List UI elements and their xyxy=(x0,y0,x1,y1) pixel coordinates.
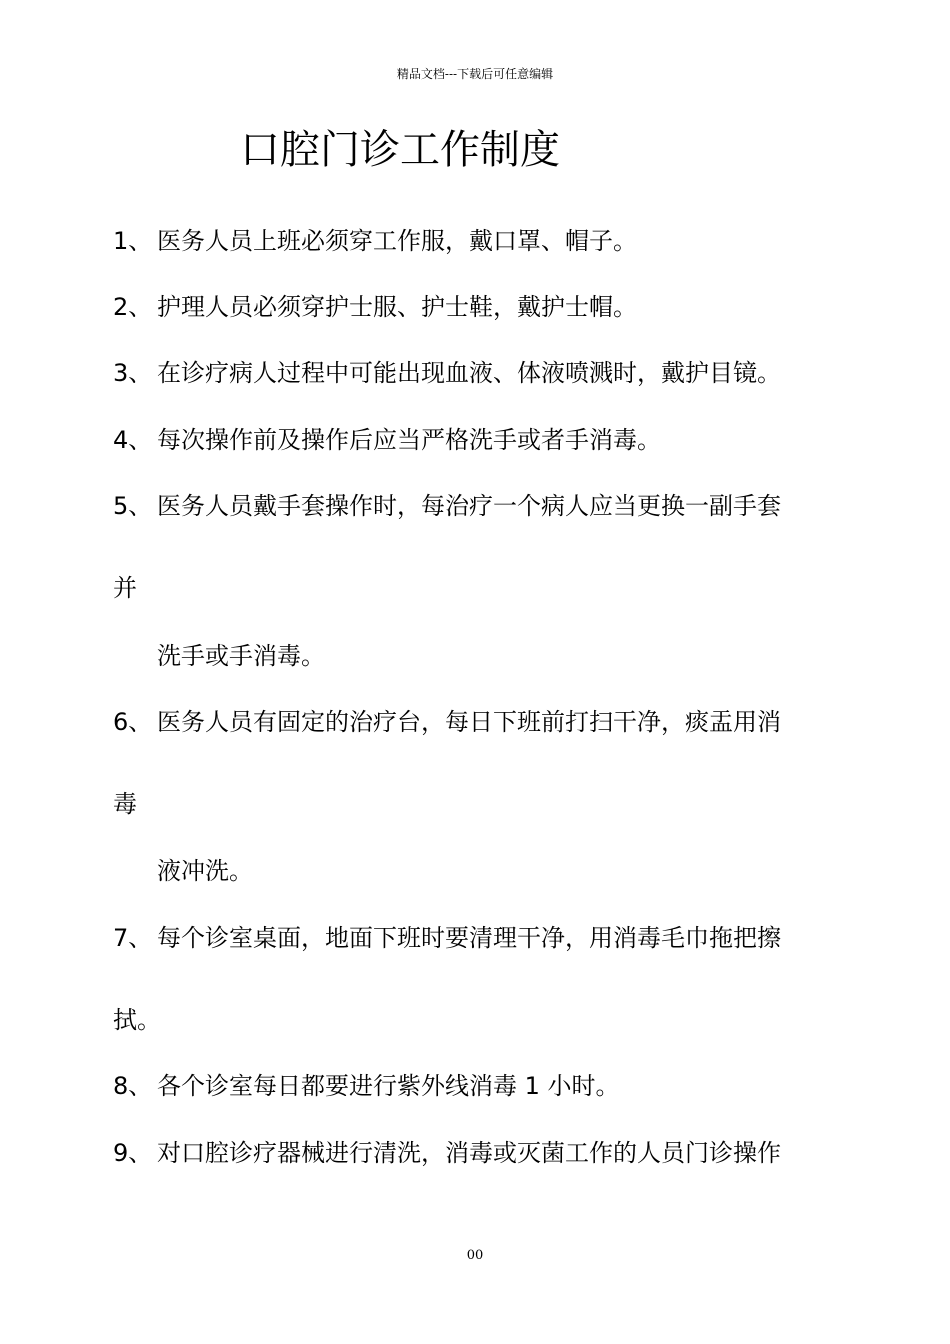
rule-text: 在诊疗病人过程中可能出现血液、体液喷溅时，戴护目镜。 xyxy=(157,359,781,387)
rule-6-wrap: 毒 xyxy=(113,790,137,818)
rule-7 xyxy=(113,923,781,953)
rule-5-continuation: 洗手或手消毒。 xyxy=(157,642,325,670)
rule-number: 7、 xyxy=(113,924,153,952)
rule-number: 1、 xyxy=(113,227,153,255)
rule-8 xyxy=(113,1071,620,1101)
rule-number: 9、 xyxy=(113,1139,153,1167)
rule-7-wrap: 拭。 xyxy=(113,1006,161,1034)
rule-1 xyxy=(113,226,637,256)
rule-text: 医务人员戴手套操作时，每治疗一个病人应当更换一副手套 xyxy=(157,492,781,520)
rule-number: 6、 xyxy=(113,708,153,736)
rule-6-continuation: 液冲洗。 xyxy=(157,857,253,885)
rule-number: 8、 xyxy=(113,1072,153,1100)
rule-6 xyxy=(113,707,781,737)
rule-5 xyxy=(113,491,781,521)
rule-number: 5、 xyxy=(113,492,153,520)
rule-4 xyxy=(113,425,661,455)
rule-2 xyxy=(113,292,637,322)
rule-5-wrap: 并 xyxy=(113,574,137,602)
rule-text: 每次操作前及操作后应当严格洗手或者手消毒。 xyxy=(157,426,661,454)
rule-number: 3、 xyxy=(113,359,153,387)
rule-9 xyxy=(113,1138,781,1168)
rule-text: 护理人员必须穿护士服、护士鞋，戴护士帽。 xyxy=(157,293,637,321)
rule-3 xyxy=(113,358,781,388)
page-number: 00 xyxy=(466,1248,484,1263)
rule-text: 医务人员上班必须穿工作服，戴口罩、帽子。 xyxy=(157,227,637,255)
rule-text: 每个诊室桌面，地面下班时要清理干净，用消毒毛巾拖把擦 xyxy=(157,924,781,952)
rule-number: 4、 xyxy=(113,426,153,454)
rule-text: 医务人员有固定的治疗台，每日下班前打扫干净，痰盂用消 xyxy=(157,708,781,736)
rule-text: 各个诊室每日都要进行紫外线消毒 1 小时。 xyxy=(157,1072,620,1100)
rule-text: 对口腔诊疗器械进行清洗，消毒或灭菌工作的人员门诊操作 xyxy=(157,1139,781,1167)
document-title: 口腔门诊工作制度 xyxy=(240,127,560,173)
header-note: 精品文档---下载后可任意编辑 xyxy=(396,67,554,81)
rule-number: 2、 xyxy=(113,293,153,321)
